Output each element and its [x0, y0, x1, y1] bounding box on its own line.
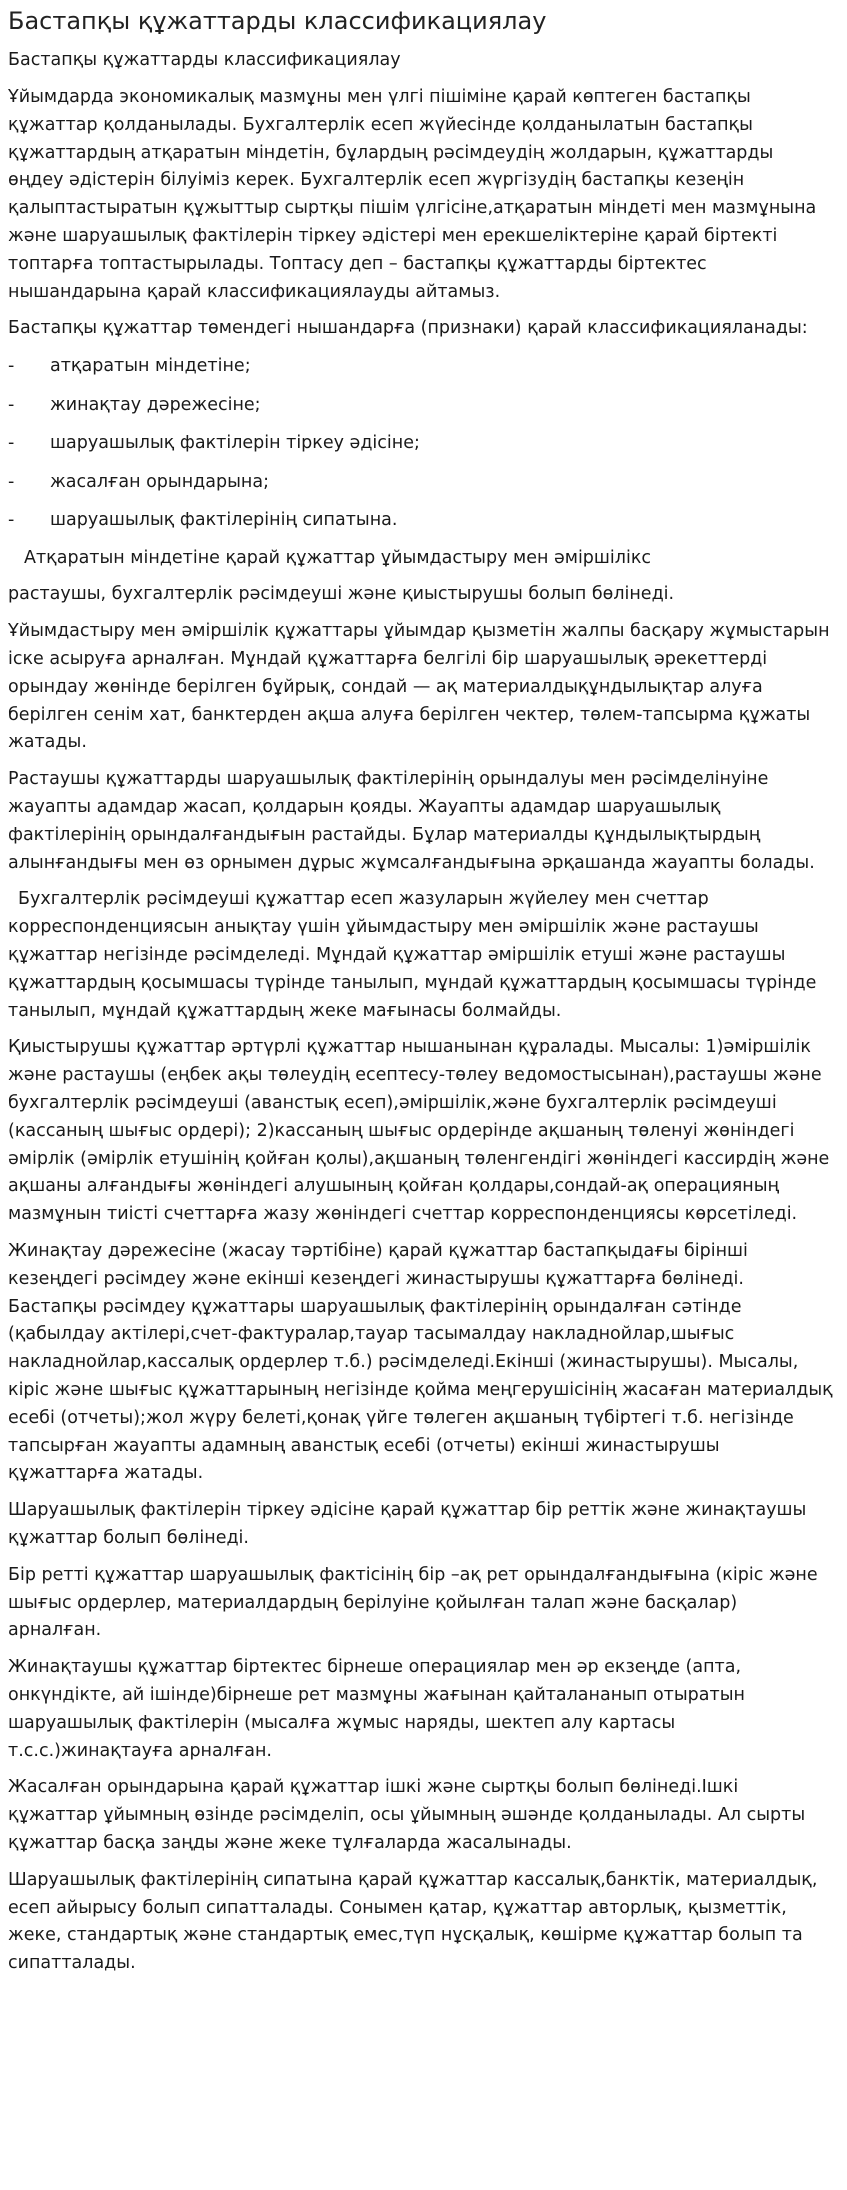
list-item — [8, 391, 833, 419]
list-item-text: атқаратын міндетіне; — [50, 356, 251, 377]
body-paragraph: Ұйымдастыру мен әміршілік құжаттары ұйымдар қызметін жалпы басқару жұмыстарын іске асыруға арналған. Мұндай құжаттарға белгілі бір шаруашылық әрекеттерді орындау жөнінде берілген бұйрық, сондай — ақ материалдықұндылықтар алуға берілген сенім хат, банктерден ақша алуға берілген чектер, төлем-тапсырма құжаты жатады. — [8, 621, 830, 753]
body-paragraph: Шаруашылық фактілерінің сипатына қарай құжаттар кассалық,банктік, материалдық, есеп айырысу болып сипатталады. Сонымен қатар, құжаттар авторлық, қызметтік, жеке, стандартық және стандартық емес,түп нұсқалық, көшірме құжаттар болып та сипатталады. — [8, 1869, 818, 1974]
criteria-list — [8, 352, 833, 534]
bullet-marker: - — [8, 510, 15, 531]
page-subtitle: Бастапқы құжаттарды классификациялау — [8, 50, 401, 70]
list-item — [8, 468, 833, 496]
list-item — [8, 429, 833, 457]
intro-paragraph: Ұйымдарда экономикалық мазмұны мен үлгі пішіміне қарай көптеген бастапқы құжаттар қолданылады. Бухгалтерлік есеп жүйесінде қолданылатын бастапқы құжаттардың атқаратын міндетін, бұлардың рәсімдеудің жолдарын, құжаттарды өңдеу әдістерін білуіміз керек. Бухгалтерлік есеп жүргізудің бастапқы кезеңін қалыптастыратын құжыттыр сыртқы пішім үлгісіне,атқаратын міндеті мен мазмұнына және шаруашылық фактілерін тіркеу әдістері мен ерекшеліктеріне қарай біртекті топтарға топтастырылады. Топтасу деп – бастапқы құжаттарды біртектес нышандарына қарай классификациялауды айтамыз. — [8, 87, 817, 302]
list-item-text: шаруашылық фактілерінің сипатына. — [50, 510, 398, 531]
bullet-marker: - — [8, 433, 15, 454]
list-item — [8, 352, 833, 380]
criteria-intro: Бастапқы құжаттар төмендегі нышандарға (признаки) қарай классификацияланады: — [8, 318, 808, 339]
bullet-marker: - — [8, 394, 15, 415]
body-paragraph: Шаруашылық фактілерін тіркеу әдісіне қарай құжаттар бір реттік және жинақтаушы құжаттар болып бөлінеді. — [8, 1500, 807, 1548]
body-paragraph: Жинақтау дәрежесіне (жасау тәртібіне) қарай құжаттар бастапқыдағы бірінші кезеңдегі рәсімдеу және екінші кезеңдегі жинастырушы құжаттарға бөлінеді. Бастапқы рәсімдеу құжаттары шаруашылық фактілерінің орындалған сәтінде (қабылдау актілері,счет-фактуралар,тауар тасымалдау накладнойлар,шығыс накладнойлар,кассалық ордерлер т.б.) рәсімделеді.Екінші (жинастырушы). Мысалы, кіріс және шығыс құжаттарының негізінде қойма меңгерушісінің жасаған материалдық есебі (отчеты);жол жүру белеті,қонақ үйге төлеген ақшаның түбіртегі т.б. негізінде тапсырған жауапты адамның аванстық есебі (отчеты) екінші жинастырушы құжаттарға жатады. — [8, 1241, 833, 1484]
body-paragraph: Жинақтаушы құжаттар біртектес бірнеше операциялар мен әр екзеңде (апта, онкүндікте, ай ішінде)бірнеше рет мазмұны жағынан қайталананып отыратын шаруашылық фактілерін (мысалға жұмыс наряды, шектеп алу картасы т.с.с.)жинақтауға арналған. — [8, 1657, 745, 1761]
bullet-marker: - — [8, 471, 15, 492]
bullet-marker: - — [8, 356, 15, 377]
body-paragraph: Қиыстырушы құжаттар әртүрлі құжаттар нышанынан құралады. Мысалы: 1)әміршілік және растаушы (еңбек ақы төлеудің есептесу-төлеу ведомостысынан),растаушы және бухгалтерлік рәсімдеуші (аванстық есеп),әміршілік,және бухгалтерлік рәсімдеуші (кассаның шығыс ордері); 2)кассаның шығыс ордерінде ақшаның төленуі жөніндегі әмірлік (әмірлік етушінің қойған қолы),ақшаның төленгендігі жөніндегі кассирдің және ақшаны алғандығы жөніндегі алушының қойған қолдары,сондай-ақ операцияның мазмұнын тиісті счеттарға жазу жөніндегі счеттар корреспонденциясы көрсетіледі. — [8, 1037, 830, 1225]
page-title: Бастапқы құжаттарды классификациялау — [8, 7, 547, 35]
body-paragraph: Бір ретті құжаттар шаруашылық фактісінің бір –ақ рет орындалғандығына (кіріс және шығыс ордерлер, материалдардың берілуіне қойылған талап және басқалар) арналған. — [8, 1564, 818, 1641]
list-item-text: жинақтау дәрежесіне; — [50, 394, 261, 415]
purpose-line-1: Атқаратын міндетіне қарай құжаттар ұйымдастыру мен әміршілікс — [24, 547, 652, 568]
list-item — [8, 506, 833, 534]
body-paragraph: Жасалған орындарына қарай құжаттар ішкі және сыртқы болып бөлінеді.Ішкі құжаттар ұйымның өзінде рәсімделіп, осы ұйымның әшәнде қолданылады. Ал сырты құжаттар басқа заңды және жеке тұлғаларда жасалынады. — [8, 1777, 806, 1853]
list-item-text: шаруашылық фактілерін тіркеу әдісіне; — [50, 433, 420, 454]
purpose-line-2: растаушы, бухгалтерлік рәсімдеуші және қиыстырушы болып бөлінеді. — [8, 584, 675, 605]
body-paragraph: Бухгалтерлік рәсімдеуші құжаттар есеп жазуларын жүйелеу мен счеттар корреспонденциясын анықтау үшін ұйымдастыру мен әміршілік және растаушы құжаттар негізінде рәсімделеді. Мұндай құжаттар әміршілік етуші және растаушы құжаттардың қосымшасы түрінде танылып, мұндай құжаттардың қосымшасы түрінде танылып, мұндай құжаттардың жеке мағынасы болмайды. — [8, 889, 817, 1021]
list-item-text: жасалған орындарына; — [50, 471, 269, 492]
body-paragraph: Растаушы құжаттарды шаруашылық фактілерінің орындалуы мен рәсімделінуіне жауапты адамдар жасап, қолдарын қояды. Жауапты адамдар шаруашылық фактілерінің орындалғандығын растайды. Бұлар материалды құндылықтырдың алынғандығы мен өз орнымен дұрыс жұмсалғандығына әрқашанда жауапты болады. — [8, 769, 815, 873]
